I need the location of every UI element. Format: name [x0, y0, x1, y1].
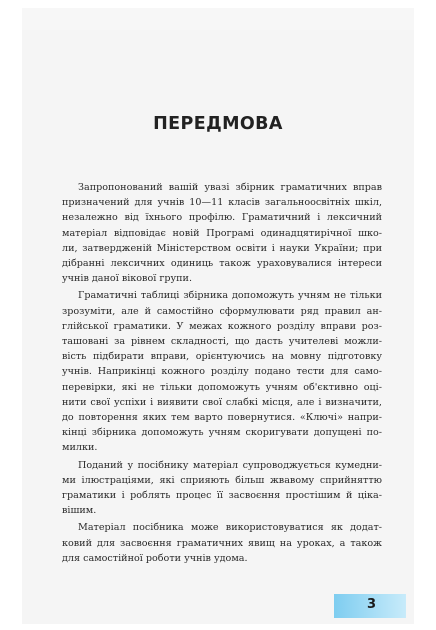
text-line: учнів даної вікової групи.: [62, 273, 193, 285]
page-number-tab: [334, 594, 406, 618]
page-number: 3: [367, 597, 377, 612]
text-line: вішим.: [62, 505, 97, 517]
text-line: ли, затвердженій Міністерством освіти і науки України; при: [62, 242, 382, 254]
text-line: незалежно від їхнього профілю. Граматичний і лексичний: [62, 212, 382, 224]
text-line: глійської граматики. У межах кожного розділу вправи роз-: [62, 320, 382, 332]
document-page: [22, 30, 414, 624]
paragraph: [62, 288, 382, 455]
text-line: перевірки, які не тільки допоможуть учням об'єктивно оці-: [62, 381, 382, 393]
text-line: Запропонований вашій увазі збірник граматичних вправ: [78, 182, 382, 193]
text-line: милки.: [62, 442, 98, 454]
text-line: Граматичні таблиці збірника допоможуть учням не тільки: [78, 290, 382, 302]
text-line: Матеріал посібника може використовуватися як додат-: [78, 522, 382, 534]
text-line: дібранні лексичних одиниць також ураховувалися інтереси: [62, 258, 382, 270]
text-line: Поданий у посібнику матеріал супроводжується кумедни-: [78, 459, 382, 471]
top-strip: [22, 8, 414, 30]
text-line: ташовані за рівнем складності, що дасть учителеві можли-: [62, 336, 382, 348]
text-line: кінці збірника допоможуть учням скоригувати допущені по-: [62, 427, 382, 439]
text-line: до повторення яких тем варто повернутися. «Ключі» напри-: [62, 412, 382, 424]
text-line: призначений для учнів 10—11 класів загальноосвітніх шкіл,: [62, 197, 382, 209]
text-line: ковий для засвоєння граматичних явищ на уроках, а також: [62, 537, 382, 549]
text-line: нити свої успіхи і виявити свої слабкі місця, але і визначити,: [62, 396, 382, 408]
text-line: матеріал відповідає новій Програмі одинадцятирічної шко-: [62, 227, 382, 239]
paragraph: [62, 180, 382, 286]
text-line: ми ілюстраціями, які сприяють більш жвавому сприйняттю: [62, 474, 382, 486]
body-text: [62, 180, 382, 568]
text-line: зрозуміти, але й самостійно сформулювати ряд правил ан-: [62, 305, 382, 317]
paragraph: [62, 458, 382, 519]
text-line: для самостійної роботи учнів удома.: [62, 552, 248, 564]
page-title: ПЕРЕДМОВА: [153, 114, 283, 134]
text-line: граматики і роблять процес її засвоєння простішим й ціка-: [62, 490, 382, 502]
text-line: учнів. Наприкінці кожного розділу подано тести для само-: [62, 366, 382, 378]
text-line: вість підбирати вправи, орієнтуючись на мовну підготовку: [62, 351, 382, 363]
paragraph: [62, 520, 382, 566]
